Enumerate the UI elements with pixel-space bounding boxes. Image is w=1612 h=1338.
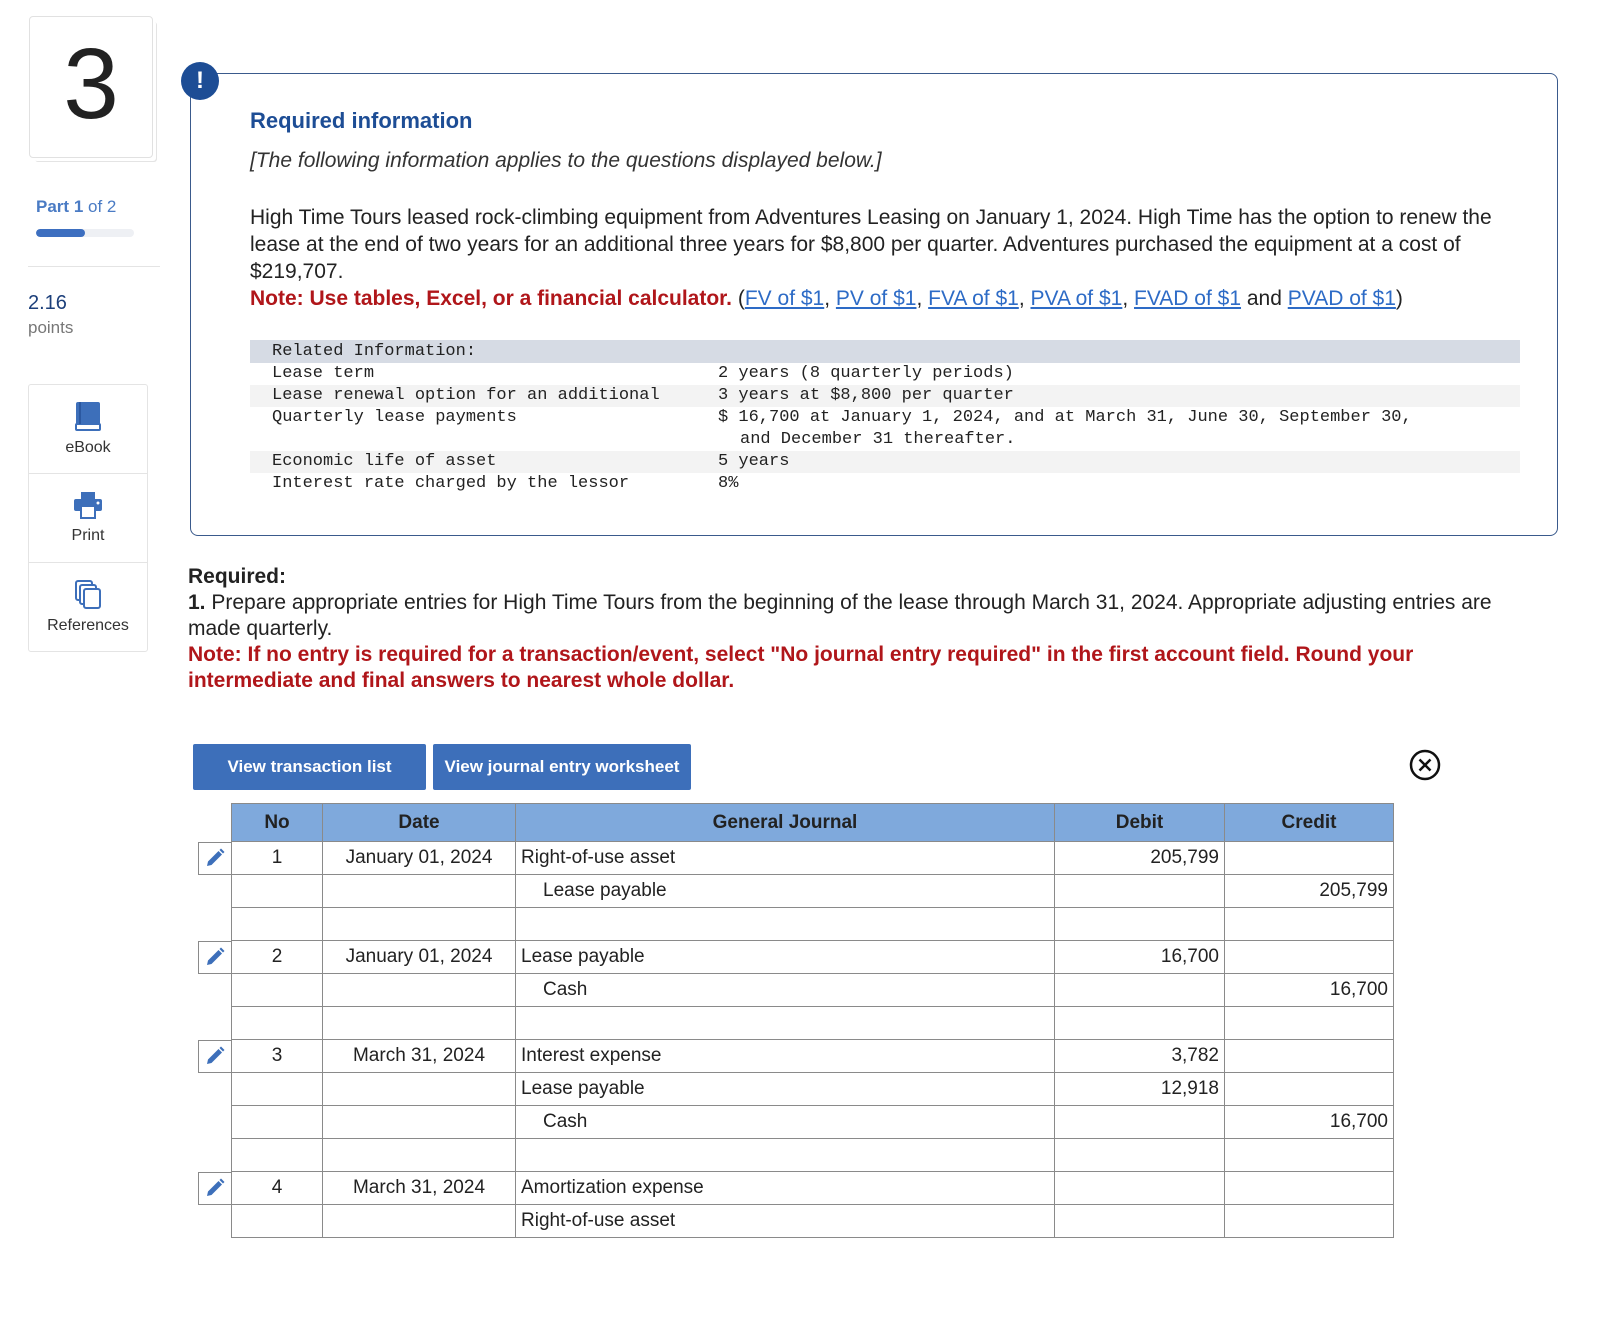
cell-date [323,974,516,1007]
header-date: Date [323,804,516,842]
header-debit: Debit [1055,804,1225,842]
cell-date: January 01, 2024 [323,842,516,875]
info-title: Required information [250,108,473,133]
required-item-text: Prepare appropriate entries for High Time Tours from the beginning of the lease through March 31, 2024. Appropriate adjusting entries are made quarterly. [188,591,1492,640]
cell-credit: 16,700 [1225,974,1394,1007]
view-transaction-list-button[interactable]: View transaction list [193,744,426,790]
edit-entry-button[interactable] [198,1040,231,1073]
cell-date [323,1007,516,1040]
cell-account: Right-of-use asset [516,1205,1055,1238]
related-label: Interest rate charged by the lessor [272,474,630,493]
cell-debit: 16,700 [1055,941,1225,974]
view-journal-entry-worksheet-button[interactable]: View journal entry worksheet [433,744,691,790]
cell-no: 4 [232,1172,323,1205]
points-label: points [28,318,74,337]
calculator-note: Note: Use tables, Excel, or a financial calculator. [250,287,733,310]
cell-account: Amortization expense [516,1172,1055,1205]
question-number-card [29,16,153,158]
part-label: Part [36,197,70,216]
cell-debit [1055,1172,1225,1205]
scenario-text: High Time Tours leased rock-climbing equipment from Adventures Leasing on January 1, 2024. High Time has the option to renew the lease at the end of two years for an additional three years for $8,800 per quarter. Adventures purchased the equipment at a cost of $219,707. [250,206,1492,283]
pencil-icon [205,848,225,868]
cell-date: March 31, 2024 [323,1040,516,1073]
points-value: 2.16 [28,292,67,314]
alert-icon: ! [181,62,219,100]
part-progress-bar [36,229,134,237]
cell-no: 2 [232,941,323,974]
cell-debit [1055,974,1225,1007]
required-item-number: 1. [188,591,206,614]
cell-credit [1225,941,1394,974]
related-row [250,385,1520,407]
cell-debit [1055,1106,1225,1139]
journal-row [232,1172,1394,1205]
print-button[interactable] [29,474,147,563]
related-row [250,473,1520,495]
cell-no [232,875,323,908]
header-general-journal: General Journal [516,804,1055,842]
journal-row [232,842,1394,875]
journal-row [232,1073,1394,1106]
related-label: Lease renewal option for an additional [272,386,660,405]
required-note: Note: If no entry is required for a transaction/event, select "No journal entry required" in the first account field. Round your intermediate and final answers to nearest whole dollar. [188,643,1414,692]
cell-credit [1225,1139,1394,1172]
close-icon[interactable] [1409,749,1441,781]
cell-no [232,1073,323,1106]
fv-link[interactable]: FV of $1 [744,287,825,310]
related-label: Quarterly lease payments [272,408,517,427]
cell-no: 1 [232,842,323,875]
cell-account [516,1007,1055,1040]
cell-credit [1225,842,1394,875]
cell-credit [1225,1205,1394,1238]
cell-date [323,875,516,908]
cell-date: March 31, 2024 [323,1172,516,1205]
cell-debit [1055,1139,1225,1172]
cell-debit: 3,782 [1055,1040,1225,1073]
edit-entry-button[interactable] [198,1172,231,1205]
book-icon [75,401,101,431]
pv-link[interactable]: PV of $1 [835,287,917,310]
required-heading: Required: [188,565,287,588]
related-value-continued: and December 31 thereafter. [740,430,1016,449]
related-label: Lease term [272,364,375,383]
info-paragraph: High Time Tours leased rock-climbing equipment from Adventures Leasing on January 1, 2024. High Time has the option to renew the lease at the end of two years for an additional three years for $8,800 per quarter. Adventures purchased the equipment at a cost of $219,707. Note: Use tables, Excel, or a financial calculator. (FV of $1, PV of $1, FVA of $1, PVA of $1, FVAD of $1 and PVAD of $1) [250,206,1492,310]
cell-credit [1225,1007,1394,1040]
fva-link[interactable]: FVA of $1 [928,287,1019,310]
printer-icon [73,491,103,519]
cell-account [516,908,1055,941]
cell-credit [1225,1172,1394,1205]
journal-row [232,1139,1394,1172]
ebook-button[interactable] [29,385,147,474]
required-item [188,590,1528,642]
cell-date [323,1073,516,1106]
cell-no [232,1007,323,1040]
required-section [188,564,1528,694]
cell-credit [1225,908,1394,941]
journal-row [232,1106,1394,1139]
journal-row [232,1205,1394,1238]
tools-panel [28,384,148,652]
cell-no [232,1205,323,1238]
cell-account [516,1139,1055,1172]
journal-row [232,1040,1394,1073]
related-value: 2 years (8 quarterly periods) [718,364,1014,383]
cell-date [323,908,516,941]
cell-credit [1225,1040,1394,1073]
cell-no [232,908,323,941]
cell-debit [1055,1007,1225,1040]
pencil-icon [205,947,225,967]
fvad-link[interactable]: FVAD of $1 [1134,287,1242,310]
part-total: of 2 [88,197,117,216]
copy-icon [74,579,102,609]
related-value: 8% [718,474,739,493]
cell-account: Lease payable [516,1073,1055,1106]
cell-account: Lease payable [516,941,1055,974]
cell-date: January 01, 2024 [323,941,516,974]
part-progress-fill [36,229,85,237]
related-value: 3 years at $8,800 per quarter [718,386,1014,405]
pencil-icon [205,1178,225,1198]
pvad-link[interactable]: PVAD of $1 [1287,287,1396,310]
cell-debit [1055,1205,1225,1238]
header-no: No [232,804,323,842]
edit-entry-button[interactable] [198,842,231,875]
pencil-icon [205,1046,225,1066]
related-header: Related Information: [250,340,1520,363]
cell-debit [1055,875,1225,908]
cell-credit: 16,700 [1225,1106,1394,1139]
related-row [250,451,1520,473]
cell-debit: 12,918 [1055,1073,1225,1106]
edit-entry-button[interactable] [198,941,231,974]
journal-row [232,908,1394,941]
related-value-multiline [718,407,1520,451]
related-row [250,407,1520,451]
cell-credit: 205,799 [1225,875,1394,908]
related-value: 5 years [718,452,790,471]
cell-account: Cash [516,974,1055,1007]
pva-link[interactable]: PVA of $1 [1030,287,1123,310]
cell-credit [1225,1073,1394,1106]
cell-no [232,1139,323,1172]
references-button[interactable] [29,563,147,651]
cell-no [232,974,323,1007]
divider [28,266,160,267]
journal-row [232,875,1394,908]
ebook-label: eBook [65,439,111,456]
and-word: and [1246,287,1282,310]
cell-date [323,1139,516,1172]
cell-debit [1055,908,1225,941]
question-number: 3 [63,28,119,140]
cell-account: Interest expense [516,1040,1055,1073]
cell-account: Cash [516,1106,1055,1139]
journal-row [232,941,1394,974]
print-label: Print [71,527,105,544]
cell-debit: 205,799 [1055,842,1225,875]
journal-header-row [232,804,1394,842]
info-subtitle: [The following information applies to the questions displayed below.] [250,149,882,172]
journal-row [232,1007,1394,1040]
journal-row [232,974,1394,1007]
cell-account: Lease payable [516,875,1055,908]
cell-account: Right-of-use asset [516,842,1055,875]
related-information-table [250,340,1520,495]
related-row [250,363,1520,385]
cell-date [323,1205,516,1238]
part-current: 1 [73,197,84,216]
references-label: References [47,617,129,634]
related-value: $ 16,700 at January 1, 2024, and at March 31, June 30, September 30, [718,408,1412,427]
related-label: Economic life of asset [272,452,497,471]
header-credit: Credit [1225,804,1394,842]
journal-table [231,803,1394,1238]
part-indicator [36,197,116,217]
cell-date [323,1106,516,1139]
cell-no [232,1106,323,1139]
cell-no: 3 [232,1040,323,1073]
